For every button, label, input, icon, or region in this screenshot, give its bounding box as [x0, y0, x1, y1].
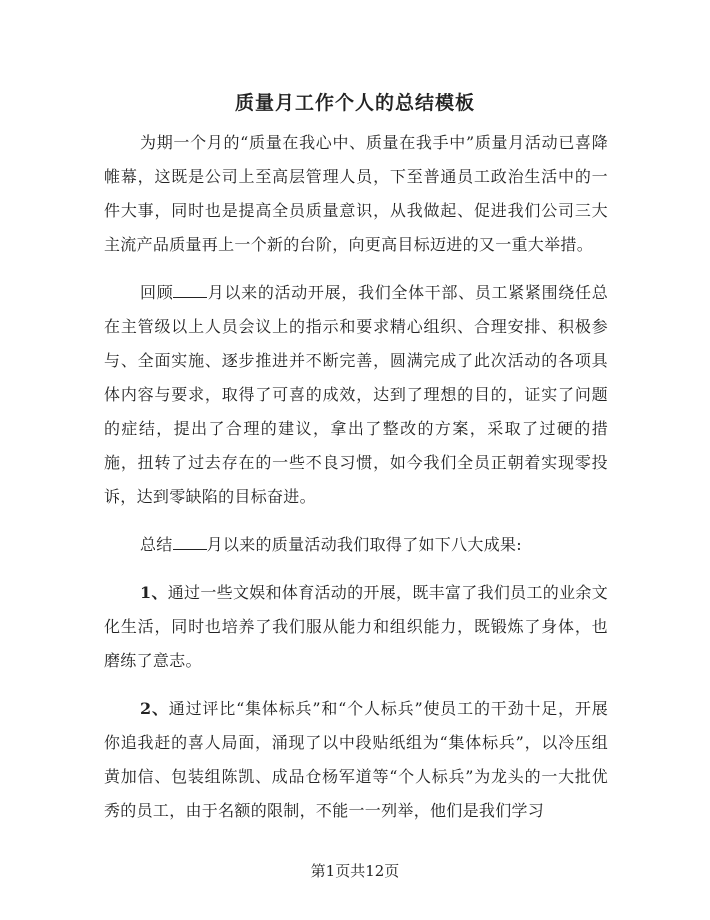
document-title: 质量月工作个人的总结模板 [234, 92, 475, 114]
paragraph-intro: 为期一个月的“质量在我心中、质量在我手中”质量月活动已喜降帷幕，这既是公司上至高层管理人员，下至普通员工政治生活中的一件大事，同时也是提高全员质量意识，从我做起、促进我们公司三大主流产品质量再上一个新的台阶，向更高目标迈进的又一重大举措。 [104, 133, 608, 254]
list-item-2-number: 2、 [140, 699, 169, 718]
review-text: 月以来的活动开展，我们全体干部、员工紧紧围绕任总在主管级以上人员会议上的指示和要求精心组织、合理安排、积极参与、全面实施、逐步推进并不断完善，圆满完成了此次活动的各项具体内容与要求，取得了可喜的成效，达到了理想的目的，证实了问题的症结，提出了合理的建议，拿出了整改的方案，采取了过硬的措施，扭转了过去存在的一些不良习惯，如今我们全员正朝着实现零投诉，达到零缺陷的目标奋进。 [104, 283, 608, 506]
list-item-1-text: 通过一些文娱和体育活动的开展，既丰富了我们员工的业余文化生活，同时也培养了我们服从能力和组织能力，既锻炼了身体，也磨练了意志。 [104, 583, 608, 670]
list-item-2 [104, 692, 608, 828]
list-item-1 [104, 576, 608, 678]
document-body [104, 126, 608, 842]
summary-text: 月以来的质量活动我们取得了如下八大成果: [206, 535, 523, 554]
list-item-1-number: 1、 [140, 583, 168, 602]
paragraph-review [104, 276, 608, 514]
paragraph-summary [104, 528, 608, 562]
review-prefix: 回顾 [140, 283, 174, 302]
summary-prefix: 总结 [140, 535, 173, 554]
fill-blank [173, 283, 207, 298]
fill-blank [173, 535, 207, 550]
list-item-2-text: 通过评比“集体标兵”和“个人标兵”使员工的干劲十足，开展你追我赶的喜人局面，涌现了以中段贴纸组为“集体标兵”，以冷压组黄加信、包装组陈凯、成品仓杨军道等“个人标兵”为龙头的一大批优秀的员工，由于名额的限制，不能一一列举，他们是我们学习 [104, 699, 608, 820]
page-footer: 第1页共12页 [310, 862, 400, 880]
